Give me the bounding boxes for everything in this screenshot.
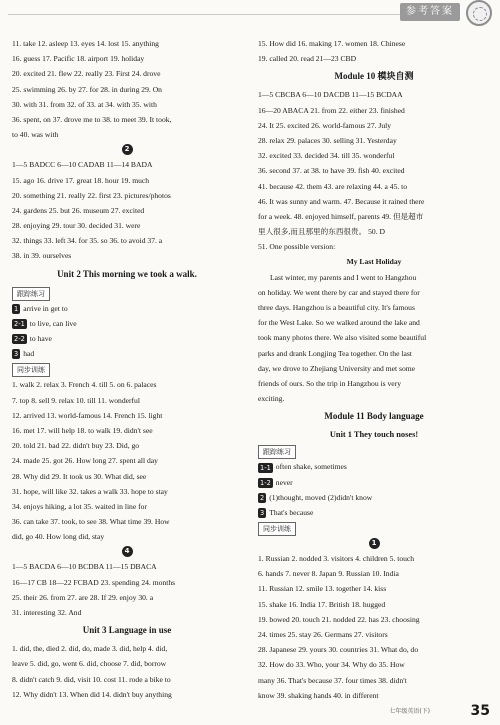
essay-title: My Last Holiday <box>346 257 402 267</box>
answer-line: 1. Russian 2. nodded 3. visitors 4. children 5. touch <box>258 554 415 564</box>
essay-line: took many photos there. We also visited some beautiful <box>258 333 427 343</box>
answer-line: 里人很多,而且那里的东西很贵。 50. D <box>258 227 385 237</box>
answer-line: 16—17 CB 18—22 FCBAD 23. spending 24. months <box>12 577 176 587</box>
essay-line: friends of ours. So the trip in Hangzhou is very <box>258 378 401 388</box>
sync-training-tag: 同步训练 <box>12 363 50 377</box>
answers-block-c <box>12 377 242 544</box>
answer-line: 24. It 25. excited 26. world-famous 27. July <box>258 120 392 130</box>
left-column <box>12 36 242 702</box>
page-header <box>0 0 500 26</box>
answer-line: 31. hope, will like 32. takes a walk 33. hope to stay <box>12 486 168 496</box>
item-number-badge: 2-1 <box>14 320 25 329</box>
answer-line: 30. with 31. from 32. of 33. at 34. with 35. with <box>12 99 157 109</box>
answer-line: 12. Why didn't 13. When did 14. didn't buy anything <box>12 689 172 699</box>
answer-line: 15. How did 16. making 17. women 18. Chinese <box>258 39 406 48</box>
answer-line: 1. walk 2. relax 3. French 4. till 5. on 6. palaces <box>12 380 157 390</box>
answer-line: 32. things 33. left 34. for 35. so 36. to avoid 37. a <box>12 236 163 246</box>
followup-item <box>12 331 242 346</box>
answer-line: 32. excited 33. decided 34. till 35. wonderful <box>258 151 395 161</box>
unit2-heading: Unit 2 This morning we took a walk. <box>57 268 197 279</box>
answer-line: 25. their 26. from 27. are 28. If 29. enjoy 30. a <box>12 592 154 602</box>
followup-item <box>12 316 242 331</box>
essay-body <box>258 270 490 407</box>
item-number-badge: 1-1 <box>260 463 271 472</box>
answer-line: 11. take 12. asleep 13. eyes 14. lost 15. anything <box>12 39 159 48</box>
answer-line: 24. gardens 25. but 26. museum 27. excited <box>12 205 145 215</box>
followup-item <box>258 475 490 490</box>
answers-block-c <box>258 551 490 703</box>
item-number-badge: 2 <box>260 493 265 502</box>
answer-line: know 39. shaking hands 40. in different <box>258 690 379 700</box>
answer-line: 20. excited 21. flew 22. really 23. First 24. drove <box>12 69 161 79</box>
page-number: 35 <box>470 703 490 719</box>
followup-item <box>12 346 242 361</box>
answer-line: 46. It was sunny and warm. 47. Because it rained there <box>258 196 425 206</box>
answer-line: for a week. 48. enjoyed himself, parents 49. 但是超市 <box>258 211 424 221</box>
answer-line: 24. made 25. got 26. How long 27. spent all day <box>12 456 158 466</box>
followup-answer: never <box>275 477 293 487</box>
answer-line: 28. Why did 29. It took us 30. What did, see <box>12 471 147 481</box>
item-number-badge: 3 <box>260 509 265 518</box>
answer-line: 16—20 ABACA 21. from 22. either 23. finished <box>258 105 405 115</box>
answers-block-b <box>12 157 242 263</box>
answer-line: 25. swimming 26. by 27. for 28. in during 29. On <box>12 84 162 94</box>
answer-line: 28. relax 29. palaces 30. selling 31. Yesterday <box>258 135 397 145</box>
answer-line: did, go 40. How long did, stay <box>12 532 105 542</box>
answer-line: 51. One possible version: <box>258 242 336 252</box>
answer-line: 36. spent, on 37. drove me to 38. to meet 39. It took, <box>12 114 172 124</box>
item-number-badge: 3 <box>14 350 19 359</box>
answer-line: 20. told 21. bad 22. didn't buy 23. Did, go <box>12 441 140 451</box>
item-number-badge: 1 <box>14 304 19 313</box>
followup-answer: to have <box>29 334 52 343</box>
essay-line: parks and drank Longjing Tea together. On the last <box>258 348 412 358</box>
followup-answer: often shake, sometimes <box>275 462 347 472</box>
answer-line: 16. guess 17. Pacific 18. airport 19. holiday <box>12 54 145 64</box>
answer-line: 32. How do 33. Who, your 34. Why do 35. How <box>258 660 405 670</box>
right-column <box>258 36 490 703</box>
answer-line: 19. bowed 20. touch 21. nodded 22. has 23. choosing <box>258 614 420 624</box>
followup-practice-tag: 跟踪练习 <box>12 287 50 301</box>
followup-item <box>258 505 490 520</box>
answer-line: 7. top 8. sell 9. relax 10. till 11. wonderful <box>12 395 140 405</box>
seal-logo-icon <box>466 0 492 26</box>
followup-item <box>12 301 242 316</box>
unit1-heading: Unit 1 They touch noses! <box>329 430 419 440</box>
answer-line: 41. because 42. them 43. are relaxing 44. a 45. to <box>258 181 408 191</box>
answer-line: 24. times 25. stay 26. Germans 27. visitors <box>258 630 388 639</box>
section-number-2: 2 <box>122 144 133 155</box>
header-rule <box>8 14 410 15</box>
followup-item <box>258 459 490 474</box>
answer-line: leave 5. did, go, went 6. did, choose 7. did, borrow <box>12 659 167 669</box>
answer-line: 15. shake 16. India 17. British 18. hugged <box>258 599 386 609</box>
essay-line: Last winter, my parents and I went to Hangzhou <box>270 272 417 282</box>
followup-practice-tag: 跟踪练习 <box>258 445 296 459</box>
answer-line: 28. Japanese 29. yours 30. countries 31. What do, do <box>258 645 419 655</box>
answers-block-b <box>258 87 490 254</box>
answer-line: 36. second 37. at 38. to have 39. fish 40. excited <box>258 166 405 176</box>
essay-line: exciting. <box>258 394 285 404</box>
answers-block-a <box>258 36 490 66</box>
followup-answer: to live, can live <box>29 318 77 328</box>
answer-line: 28. enjoying 29. tour 30. decided 31. were <box>12 221 141 231</box>
item-number-badge: 2-2 <box>14 335 25 344</box>
followup-answer: had <box>23 349 35 359</box>
followup-item <box>258 490 490 505</box>
footer-book-label: 七年级英语(下) <box>389 708 430 715</box>
answer-line: 11. Russian 12. smile 13. together 14. kiss <box>258 584 387 594</box>
answer-line: 12. arrived 13. world-famous 14. French 15. light <box>12 410 163 420</box>
answer-line: 16. met 17. will help 18. to walk 19. didn't see <box>12 425 153 435</box>
answer-line: 36. can take 37. took, to see 38. What time 39. How <box>12 517 170 527</box>
essay-line: for the West Lake. So we walked around the lake and <box>258 318 420 328</box>
answer-line: 8. didn't catch 9. did, visit 10. cost 11. rode a bike to <box>12 674 171 684</box>
essay-line: on holiday. We went there by car and stayed there for <box>258 287 420 297</box>
answer-line: 38. in 39. ourselves <box>12 251 72 261</box>
sync-training-tag: 同步训练 <box>258 522 296 536</box>
module10-heading: Module 10 模块自测 <box>334 71 414 82</box>
answers-block-e <box>12 641 242 702</box>
answer-line: 1—5 BACDA 6—10 BCDBA 11—15 DBACA <box>12 562 157 572</box>
essay-line: three days. Hangzhou is a beautiful city. It's famous <box>258 303 415 312</box>
section-badge: 参考答案 <box>400 3 460 21</box>
section-number-4: 4 <box>122 546 133 557</box>
answers-block-a <box>12 36 242 142</box>
essay-line: day, we drove to Zhejiang University and met some <box>258 363 416 373</box>
answer-line: 1—5 CBCBA 6—10 DACDB 11—15 BCDAA <box>258 90 403 100</box>
answer-line: 31. interesting 32. And <box>12 608 82 617</box>
section-number-1: 1 <box>369 538 380 549</box>
answer-line: 6. hands 7. never 8. Japan 9. Russian 10. India <box>258 569 399 579</box>
item-number-badge: 1-2 <box>260 478 271 487</box>
answer-line: many 36. That's because 37. four times 38. didn't <box>258 675 407 685</box>
module11-heading: Module 11 Body language <box>324 411 424 422</box>
unit3-heading: Unit 3 Language in use <box>82 625 172 636</box>
answer-line: 20. something 21. really 22. first 23. pictures/photos <box>12 190 171 200</box>
answer-line: 1—5 BADCC 6—10 CADAB 11—14 BADA <box>12 160 153 170</box>
answer-line: 15. ago 16. drive 17. great 18. hour 19. much <box>12 175 150 185</box>
answer-line: to 40. was with <box>12 130 59 140</box>
followup-answer: arrive in get to <box>23 303 68 313</box>
answer-line: 19. called 20. read 21—23 CBD <box>258 54 357 64</box>
answer-line: 1. did, the, died 2. did, do, made 3. did, help 4. did, <box>12 644 168 654</box>
followup-answer: That's because <box>269 507 314 517</box>
answers-block-d <box>12 559 242 620</box>
followup-answer: (1)thought, moved (2)didn't know <box>269 492 373 502</box>
answer-line: 34. enjoys hiking, a lot 35. waited in line for <box>12 501 147 511</box>
